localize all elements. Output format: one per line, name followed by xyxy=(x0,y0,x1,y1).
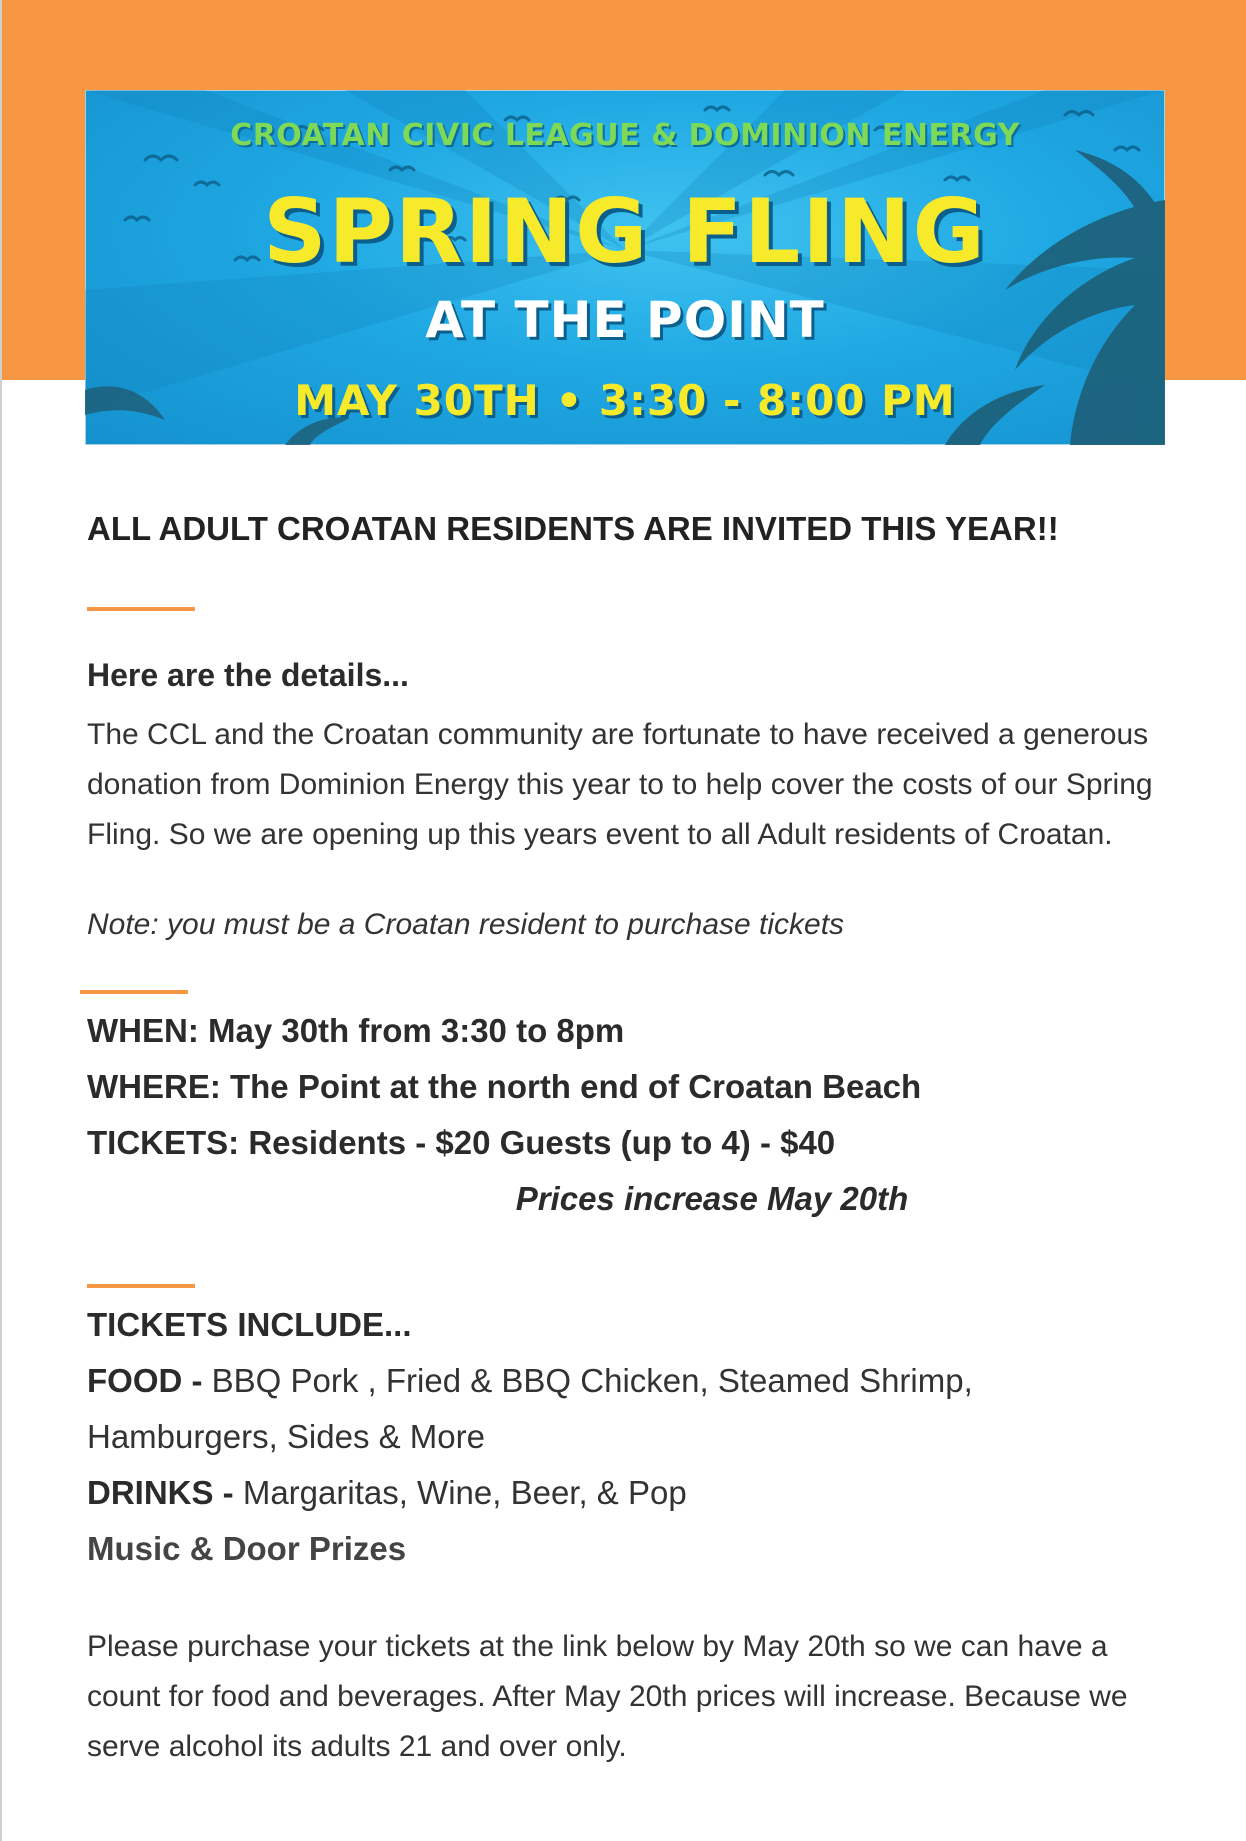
banner-date-time: MAY 30TH • 3:30 - 8:00 PM xyxy=(294,376,956,425)
event-tickets: TICKETS: Residents - $20 Guests (up to 4) - $40 xyxy=(87,1124,836,1161)
food-items: BBQ Pork , Fried & BBQ Chicken, Steamed Shrimp, xyxy=(202,1362,973,1399)
drinks-items: Margaritas, Wine, Beer, & Pop xyxy=(233,1474,687,1511)
details-heading: Here are the details... xyxy=(87,657,409,693)
drinks-label: DRINKS - xyxy=(87,1474,234,1511)
banner-title: SPRING FLING xyxy=(263,180,987,283)
event-when: WHEN: May 30th from 3:30 to 8pm xyxy=(87,1012,625,1049)
resident-note: Note: you must be a Croatan resident to purchase tickets xyxy=(87,908,845,941)
closing-paragraph: Please purchase your tickets at the link below by May 20th so we can have a count for food and beverages. After May 20th prices will increase. Because we serve alcohol its adults 21 and over only. xyxy=(87,1630,1128,1763)
section-divider xyxy=(87,607,195,611)
section-divider xyxy=(87,1284,195,1288)
event-banner xyxy=(85,90,1165,445)
food-label: FOOD - xyxy=(87,1362,203,1399)
food-line xyxy=(87,1362,973,1400)
details-paragraph: The CCL and the Croatan community are fortunate to have received a generous donation from Dominion Energy this year to to help cover the costs of our Spring Fling. So we are opening up this years event to all Adult residents of Croatan. xyxy=(87,718,1153,851)
banner-subtitle: AT THE POINT xyxy=(425,291,825,349)
banner-organizers: CROATAN CIVIC LEAGUE & DOMINION ENERGY xyxy=(230,118,1020,153)
event-where: WHERE: The Point at the north end of Croatan Beach xyxy=(87,1068,922,1105)
drinks-line xyxy=(87,1474,687,1512)
includes-heading: TICKETS INCLUDE... xyxy=(87,1306,412,1343)
section-divider xyxy=(80,990,188,994)
price-increase-note: Prices increase May 20th xyxy=(515,1180,909,1217)
invite-heading: ALL ADULT CROATAN RESIDENTS ARE INVITED THIS YEAR!! xyxy=(87,510,1059,547)
extras-line: Music & Door Prizes xyxy=(87,1530,407,1567)
page-edge xyxy=(0,0,2,1841)
food-line-2: Hamburgers, Sides & More xyxy=(87,1418,485,1455)
